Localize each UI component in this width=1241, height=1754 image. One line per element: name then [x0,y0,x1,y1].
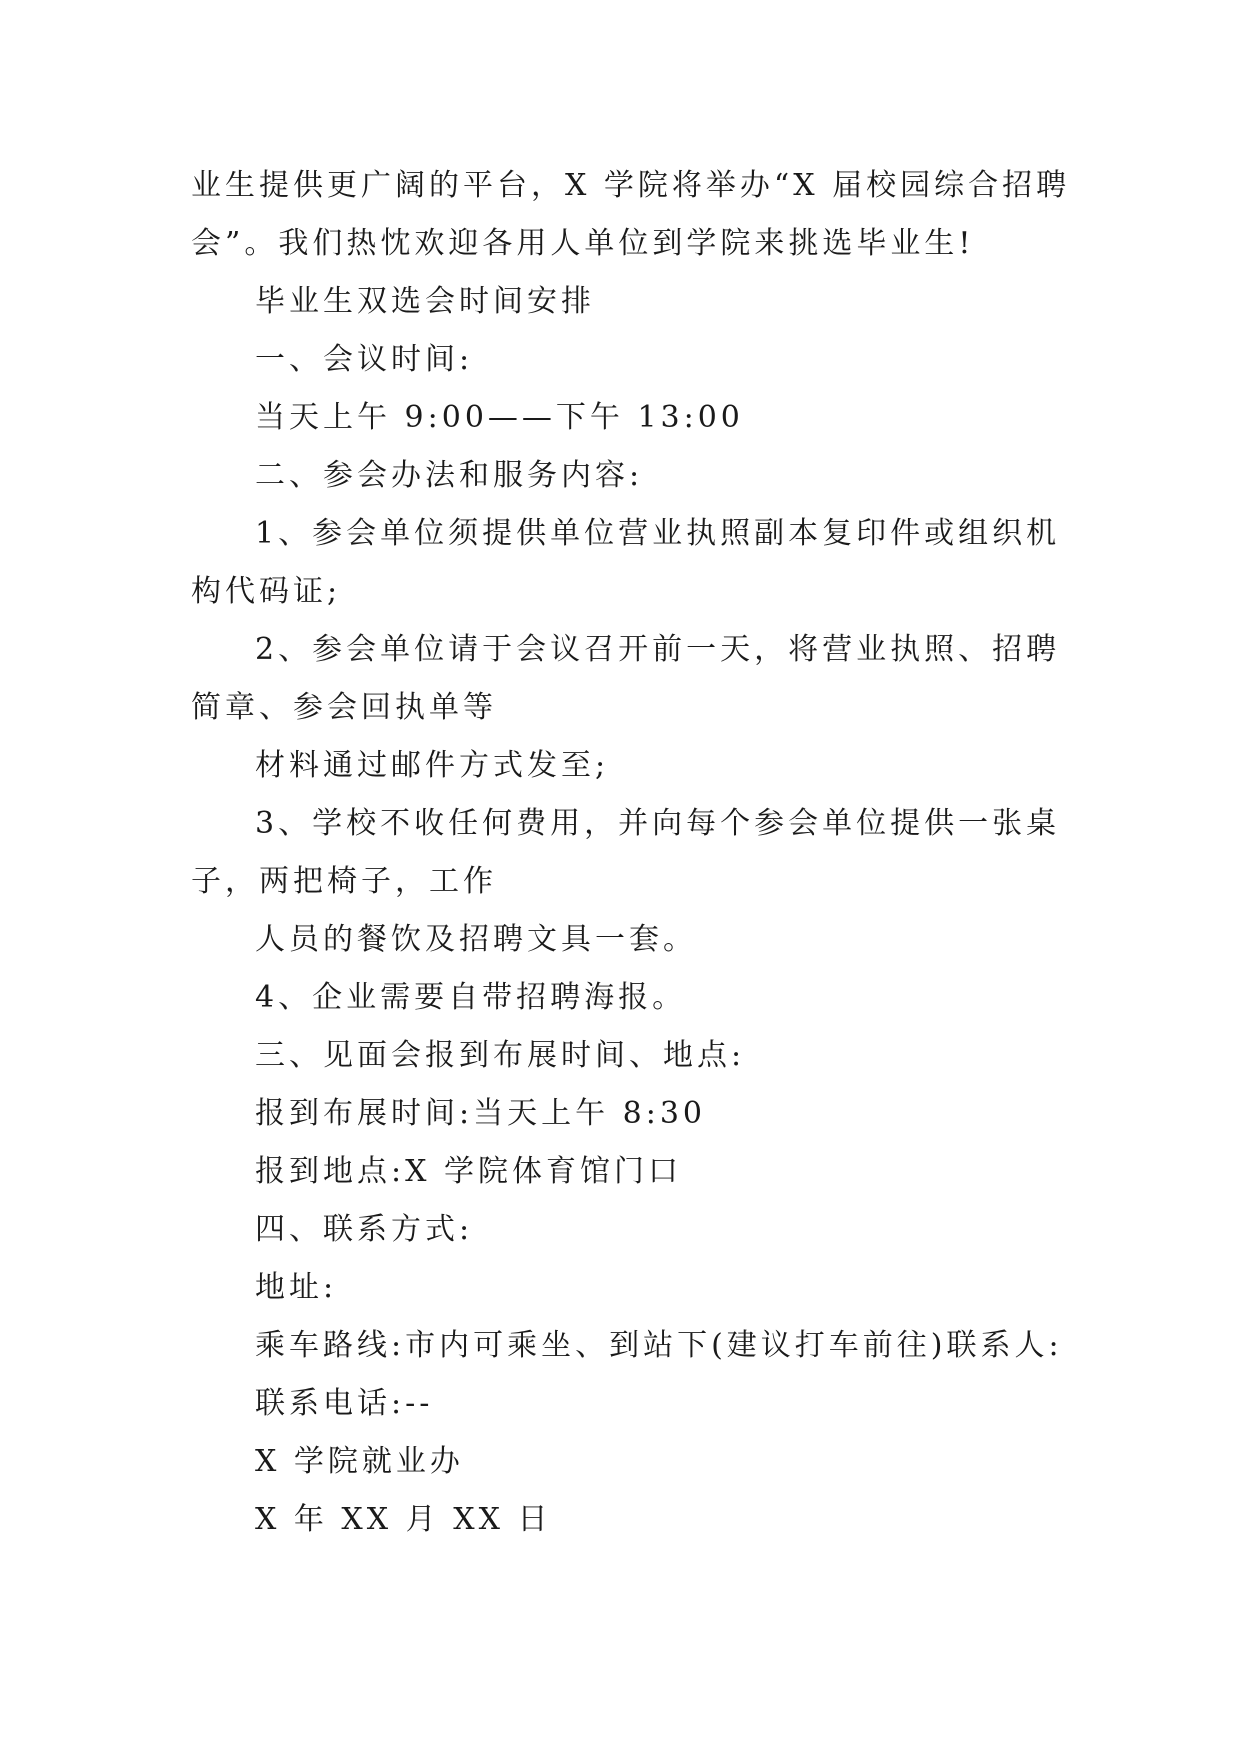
body-line-2: 会”。我们热忱欢迎各用人单位到学院来挑选毕业生! [191,226,975,261]
item-3-line-2: 子，两把椅子，工作 [191,864,497,899]
signature-date: X 年 XX 月 XX 日 [255,1502,552,1537]
section-heading-participation: 二、参会办法和服务内容: [255,458,644,493]
item-3-line-3: 人员的餐饮及招聘文具一套。 [255,922,697,957]
body-line-1: 业生提供更广阔的平台，X 学院将举办“X 届校园综合招聘 [191,168,1071,203]
item-1-line-2: 构代码证; [191,574,342,609]
document-body [191,157,1071,1549]
checkin-time: 报到布展时间:当天上午 8:30 [255,1096,707,1131]
item-1-line-1: 1、参会单位须提供单位营业执照副本复印件或组织机 [255,516,1061,551]
checkin-location: 报到地点:X 学院体育馆门口 [255,1154,683,1189]
section-heading-contact: 四、联系方式: [255,1212,474,1247]
item-2-line-3: 材料通过邮件方式发至; [255,748,610,783]
contact-address: 地址: [255,1270,338,1305]
section-heading-schedule: 毕业生双选会时间安排 [255,284,595,319]
section-heading-checkin: 三、见面会报到布展时间、地点: [255,1038,746,1073]
item-4: 4、企业需要自带招聘海报。 [255,980,687,1015]
meeting-time-value: 当天上午 9:00——下午 13:00 [255,400,744,435]
contact-phone: 联系电话:-- [255,1386,434,1421]
signature-office: X 学院就业办 [255,1444,464,1479]
item-2-line-1: 2、参会单位请于会议召开前一天，将营业执照、招聘 [255,632,1061,667]
contact-route: 乘车路线:市内可乘坐、到站下(建议打车前往)联系人: [255,1328,1063,1363]
item-2-line-2: 简章、参会回执单等 [191,690,497,725]
section-heading-meeting-time: 一、会议时间: [255,342,474,377]
item-3-line-1: 3、学校不收任何费用，并向每个参会单位提供一张桌 [255,806,1061,841]
